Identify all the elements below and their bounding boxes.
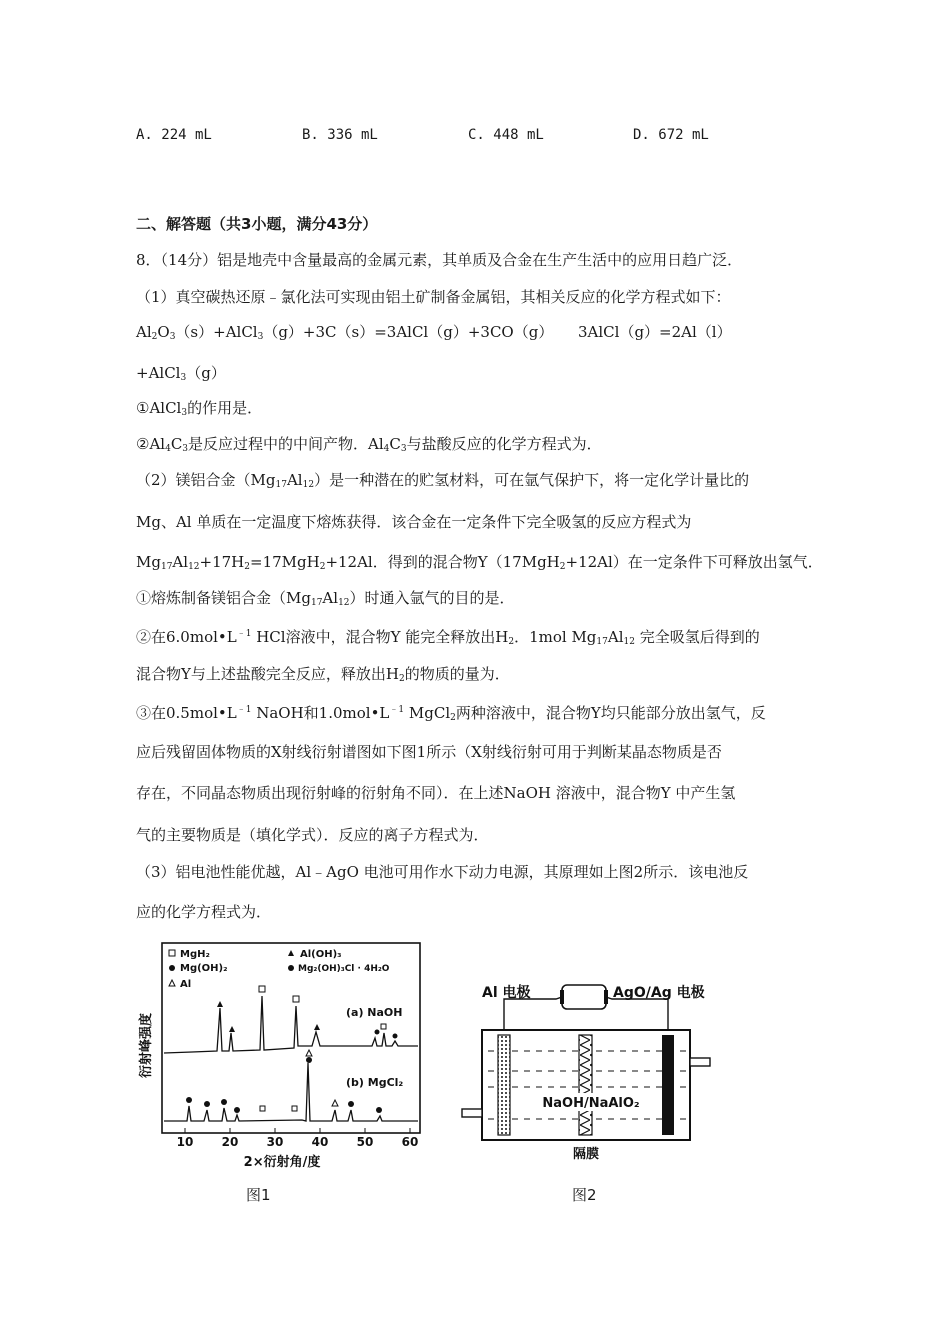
tick-50: 50 — [356, 1135, 374, 1149]
q8-part2: （2）镁铝合金$(Mg_{17}Al_{12})$是一种潜在的贮氢材料，可在氩气保护下，将一定化学计量比的 — [136, 471, 750, 490]
tick-30: 30 — [266, 1135, 284, 1149]
q8-part2-q3-line4: 气的主要物质是（填化学式）．反应的离子方程式为． — [136, 826, 489, 844]
q8-part1-q2: $②Al_4C_3$是反应过程中的中间产物．$Al_4C_3$与盐酸反应的化学方程式为． — [136, 435, 602, 454]
q8-equation-1: $Al_2O_3(s)+AlCl_3(g)+3C(s)=3AlCl(g)+3CO(g)$ — [136, 323, 554, 342]
tick-60: 60 — [401, 1135, 419, 1149]
option-a: A. 224 mL — [136, 127, 212, 143]
legend-aloh3: Al(OH)₃ — [300, 949, 342, 960]
q8-part2-q3-line3: 存在，不同晶态物质出现衍射峰的衍射角不同）．在上述NaOH 溶液中，混合物Y 中产生氢 — [136, 784, 736, 802]
fig2-solution-label: NaOH/NaAlO₂ — [542, 1096, 640, 1111]
fig1-label-a: (a) NaOH — [346, 1006, 403, 1019]
q8-part2-line3: $Mg_{17}Al_{12}+17H_2=17MgH_2+12Al$．得到的混合物Y（17MgH$_2$+12Al）在一定条件下可释放出氢气． — [136, 553, 823, 572]
q8-part2-q3-line2: 应后残留固体物质的X射线衍射谱图如下图1所示（X射线衍射可用于判断某晶态物质是否 — [136, 743, 722, 761]
q8-part1: （1）真空碳热还原﹣氯化法可实现由铝土矿制备金属铝，其相关反应的化学方程式如下： — [136, 288, 731, 306]
option-b: B. 336 mL — [302, 127, 378, 143]
q8-part3: （3）铝电池性能优越，Al﹣AgO 电池可用作水下动力电源，其原理如上图2所示．该电池反 — [136, 863, 749, 881]
figure-1-caption: 图1 — [246, 1186, 271, 1204]
fig2-ago-label: AgO/Ag 电极 — [613, 985, 705, 1001]
q8-equation-2-cont: +AlCl$_3$（g） — [136, 364, 226, 383]
q8-part2-q2-cont: 混合物Y与上述盐酸完全反应，释放出$H_2$的物质的量为． — [136, 665, 510, 684]
fig2-membrane-label: 隔膜 — [572, 1147, 600, 1162]
section-title: 二、解答题（共3小题，满分43分） — [136, 215, 378, 233]
q8-part3-line2: 应的化学方程式为． — [136, 903, 272, 921]
legend-mgh2: MgH₂ — [180, 949, 210, 960]
legend-al: Al — [180, 979, 192, 990]
option-c: C. 448 mL — [468, 127, 544, 143]
q8-part2-line2: Mg、Al 单质在一定温度下熔炼获得．该合金在一定条件下完全吸氢的反应方程式为 — [136, 513, 692, 531]
q8-equation-2: 3AlCl（g）=2Al（l） — [578, 323, 732, 341]
q8-part2-q1: ①熔炼制备镁铝合金$(Mg_{17}Al_{12})$时通入氩气的目的是． — [136, 589, 515, 608]
legend-mgoh2: Mg(OH)₂ — [180, 963, 228, 974]
figure-1-xrd — [132, 938, 428, 1176]
q8-part1-q1: ①AlCl$_3$的作用是． — [136, 399, 263, 418]
figure-2-caption: 图2 — [572, 1186, 597, 1204]
figure-2-cell — [460, 975, 720, 1165]
fig1-ylabel: 衍射峰强度 — [139, 1012, 154, 1078]
legend-mg2oh3cl: Mg₂(OH)₃Cl · 4H₂O — [298, 964, 390, 974]
tick-20: 20 — [221, 1135, 239, 1149]
tick-40: 40 — [311, 1135, 329, 1149]
tick-10: 10 — [176, 1135, 194, 1149]
q8-part2-q3: ③在$0.5mol•L^{﹣1}$ NaOH和$1.0mol•L^{﹣1}$ MgCl$_2$两种溶液中，混合物Y均只能部分放出氢气，反 — [136, 704, 766, 723]
fig2-al-label: Al 电极 — [482, 985, 531, 1001]
q8-intro: 8．（14分）铝是地壳中含量最高的金属元素，其单质及合金在生产生活中的应用日趋广泛． — [136, 251, 743, 269]
fig1-xlabel: 2×衍射角/度 — [243, 1155, 321, 1170]
q8-part2-q2: ②在$6.0mol•L^{﹣1}$ HCl溶液中，混合物Y 能完全释放出$H_2$．1mol $Mg_{17}Al_{12}$ 完全吸氢后得到的 — [136, 628, 760, 647]
option-d: D. 672 mL — [633, 127, 709, 143]
fig1-label-b: (b) MgCl₂ — [346, 1076, 404, 1089]
